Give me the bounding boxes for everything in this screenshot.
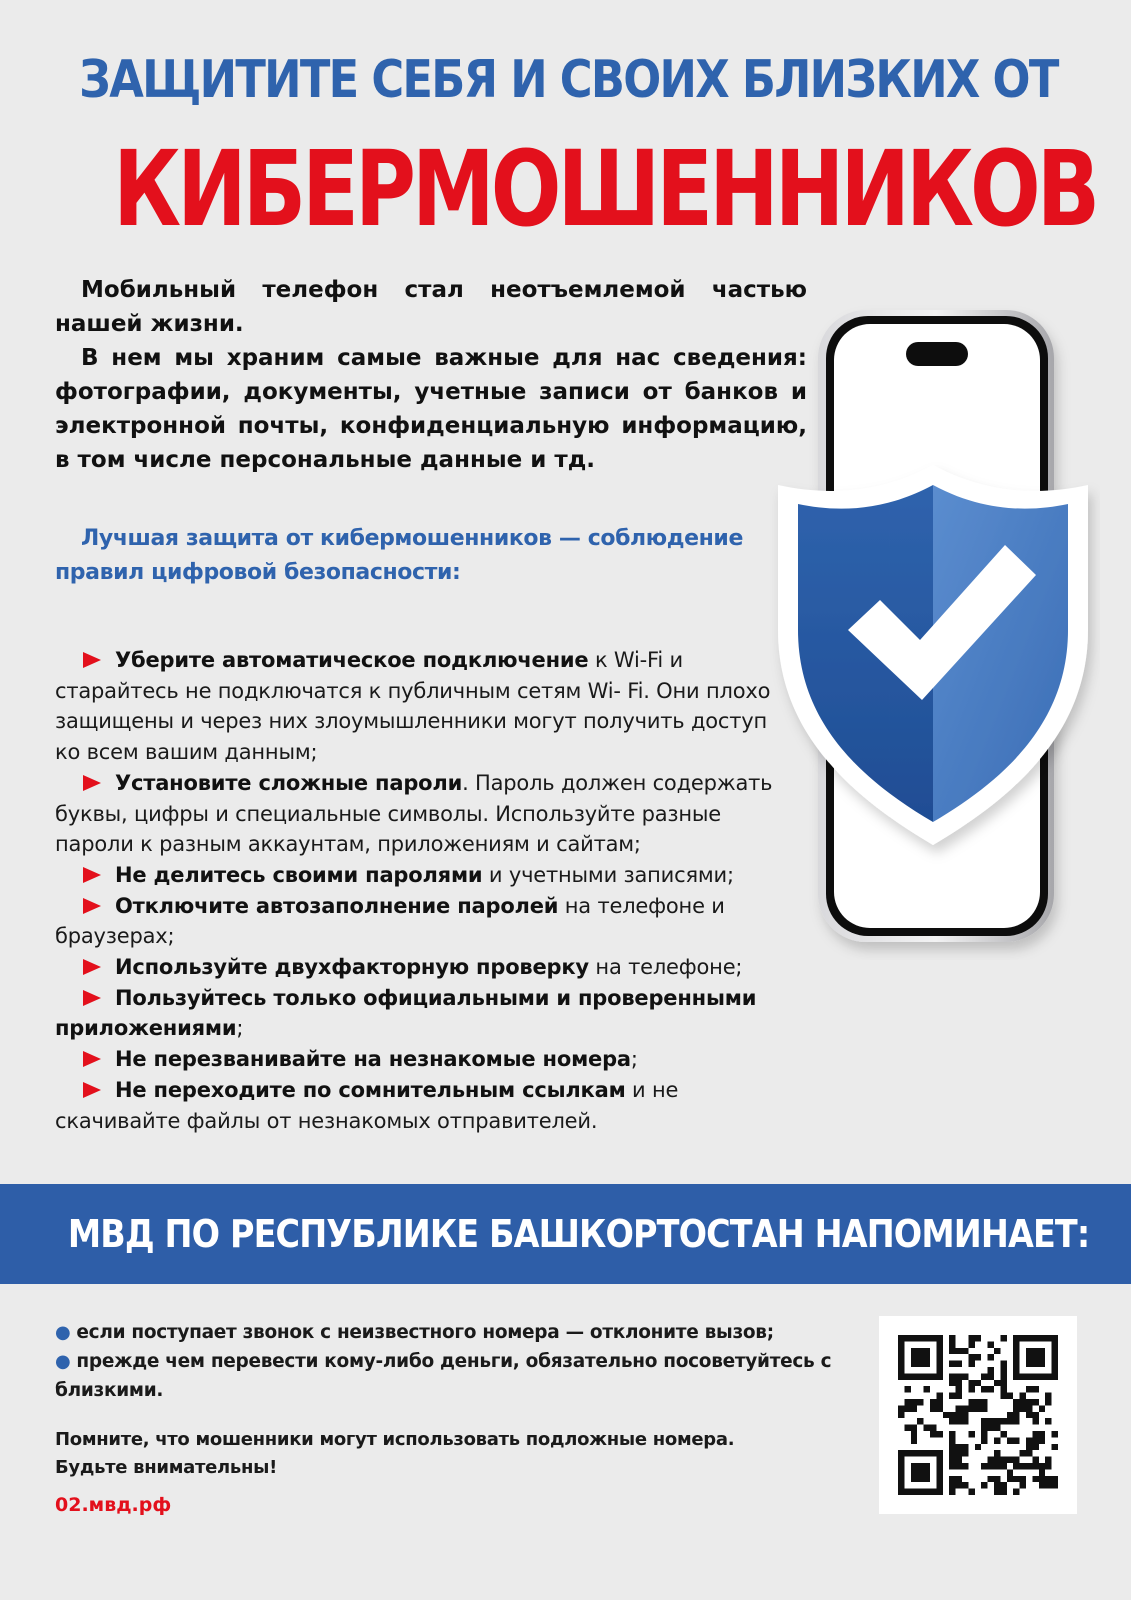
rule-bold: Отключите автозаполнение паролей — [115, 893, 559, 918]
rule-text: ; — [630, 1047, 638, 1072]
reminder-item — [55, 1318, 845, 1347]
rule-bold: Уберите автоматическое подключение — [115, 648, 589, 672]
rule-bold: Используйте двухфакторную проверку — [115, 955, 589, 980]
red-arrow-bullet-icon — [83, 990, 101, 1006]
banner-title: МВД ПО РЕСПУБЛИКЕ БАШКОРТОСТАН НАПОМИНАЕТ: — [67, 1212, 1090, 1256]
site-link[interactable]: 02.мвд.рф — [55, 1494, 172, 1516]
reminder-text: если поступает звонок с неизвестного номера — отклоните вызов; — [76, 1322, 774, 1343]
reminder-item — [55, 1347, 845, 1405]
smartphone-icon — [770, 300, 1100, 960]
red-arrow-bullet-icon — [83, 1051, 101, 1067]
rules-list — [55, 645, 795, 1136]
warning-line-1: Помните, что мошенники могут использовать подложные номера. — [55, 1429, 735, 1450]
phone-shield-illustration — [770, 300, 1100, 960]
rule-text: и не скачивайте файлы от незнакомых отправителей. — [55, 1077, 679, 1133]
rule-item — [55, 952, 795, 983]
rule-item — [55, 983, 795, 1044]
red-arrow-bullet-icon — [83, 1082, 101, 1098]
red-arrow-bullet-icon — [83, 775, 101, 791]
rule-text: к Wi-Fi и старайтесь не подключатся к публичным сетям Wi- Fi. Они плохо защищены и через них злоумышленники могут получить доступ ко всем вашим данным; — [55, 648, 771, 765]
reminders-list — [55, 1318, 845, 1405]
rule-text: и учетными записями; — [482, 862, 734, 887]
rule-item — [55, 891, 795, 952]
rule-item — [55, 1044, 795, 1075]
intro-paragraph-2: В нем мы храним самые важные для нас сведения: фотографии, документы, учетные записи от банков и электронной почты, конфиденциальную информацию, в том числе персональные данные и тд. — [55, 345, 807, 473]
rule-text: ; — [236, 1016, 244, 1041]
rule-item — [55, 645, 795, 768]
rule-text: на телефоне и браузерах; — [55, 893, 725, 949]
rule-item — [55, 1075, 795, 1136]
red-arrow-bullet-icon — [83, 959, 101, 975]
rule-bold: Не делитесь своими паролями — [115, 862, 483, 887]
heading-main: КИБЕРМОШЕННИКОВ — [113, 128, 1097, 250]
rule-bold: Установите сложные пароли — [115, 770, 463, 795]
rule-item — [55, 860, 795, 891]
rule-text: . Пароль должен содержать буквы, цифры и специальные символы. Используйте разные пароли к разным аккаунтам, приложениям и сайтам; — [55, 770, 773, 857]
warning-text — [55, 1426, 835, 1482]
banner — [0, 1184, 1131, 1284]
red-arrow-bullet-icon — [83, 867, 101, 883]
rule-bold: Не переходите по сомнительным ссылкам — [115, 1077, 626, 1102]
red-arrow-bullet-icon — [83, 898, 101, 914]
heading-top: ЗАЩИТИТЕ СЕБЯ И СВОИХ БЛИЗКИХ ОТ — [79, 50, 1058, 110]
intro-paragraph-1: Мобильный телефон стал неотъемлемой частью нашей жизни. — [55, 277, 807, 337]
red-arrow-bullet-icon — [83, 652, 101, 668]
qr-code-icon — [898, 1335, 1058, 1495]
rule-bold: Не перезванивайте на незнакомые номера — [115, 1047, 631, 1072]
blue-dot-bullet-icon: ● — [55, 1322, 71, 1343]
blue-dot-bullet-icon: ● — [55, 1351, 71, 1372]
rule-bold: Пользуйтесь только официальными и проверенными приложениями — [55, 985, 757, 1041]
qr-code[interactable] — [879, 1316, 1077, 1514]
subheading: Лучшая защита от кибермошенников — соблюдение правил цифровой безопасности: — [55, 526, 743, 585]
warning-line-2: Будьте внимательны! — [55, 1457, 278, 1478]
rule-text: на телефоне; — [588, 955, 743, 980]
reminder-text: прежде чем перевести кому-либо деньги, обязательно посоветуйтесь с близкими. — [55, 1351, 832, 1401]
rule-item — [55, 768, 795, 860]
intro-text — [55, 273, 807, 477]
